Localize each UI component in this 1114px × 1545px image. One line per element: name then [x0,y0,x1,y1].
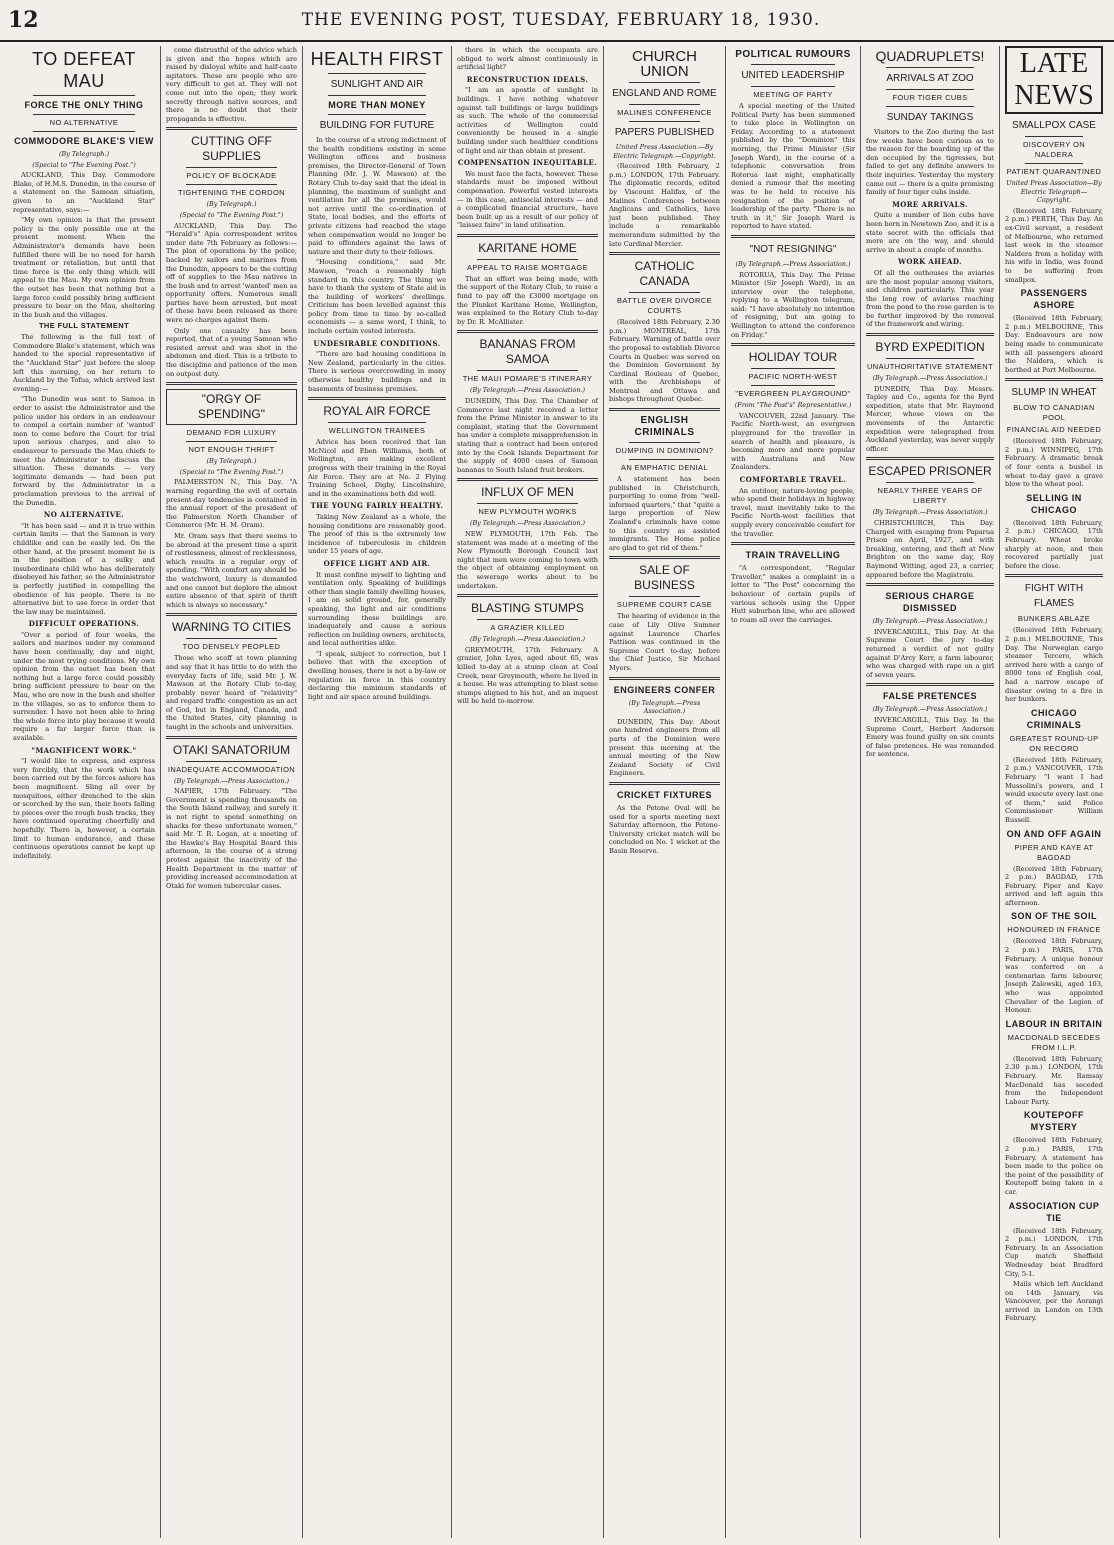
credit-line: (Special to "The Evening Post.") [32,160,136,169]
headline: BANANAS FROM SAMOA [479,337,576,367]
credit-line: (By Telegraph.—Press Association.) [872,374,988,383]
section-heading: COMPENSATION INEQUITABLE. [457,158,598,168]
credit-line: (By Telegraph.—Press Association.) [872,705,988,714]
subheadline: MORE THAN MONEY [328,100,426,110]
article-paragraph: That an effort was being made, with the support of the Rotary Club, to raise a fund to pay off the £3000 mortgage on the Plunket Karitane Home, Wellington, was explained to the Rotary Club to-day by Dr. R. McAllister. [457,274,598,326]
headline: CUTTING OFF SUPPLIES [191,134,272,164]
headline: "NOT RESIGNING" [749,243,837,255]
page-number: 12 [8,7,39,33]
column-1 [8,46,160,1538]
article-paragraph: "I speak, subject to correction, but I believe that with the exception of dwelling houses, there is not a by-law or regulation in force in this country declaring the minimum standards of light and air space around buildings. [308,649,446,701]
headline: BYRD EXPEDITION [875,340,985,355]
headline: SALE OF BUSINESS [634,563,695,593]
subheadline: ENGLAND AND ROME [612,88,717,99]
article-paragraph: DUNEDIN, This Day. About one hundred engineers from all parts of the Dominion were present this morning at the annual meeting of the New Zealand Society of Civil Engineers. [609,717,720,778]
article-paragraph: AUCKLAND, This Day. Commodore Blake, of H.M.S. Dunedin, in the course of a statement on the Samoan situation, given to an "Auckland Star" representative, says:— [13,171,155,214]
article-paragraph: (Received 18th February, 2.30 p.m.) MONTREAL, 17th February. Warning of battle over the proposal to establish Divorce Courts in Quebec was served on the Dominion Government by Cardinal Rouleau of Quebec, with the Archbishops of Montreal and Ottawa and bishops throughout Quebec. [609,318,720,404]
article-paragraph: Only one casualty has been reported, that of a young Samoan who resisted arrest and was shot in the abdomen and died. This is a tribute to the discipline and patience of the men on outpost duty. [166,326,297,378]
article-paragraph: (Received 18th February, 2.30 p.m.) LONDON, 17th February. Mr. Ramsay MacDonald has seceded from the Independent Labour Party. [1005,1054,1103,1106]
credit-line: (By Telegraph.—Press Association.) [872,508,988,517]
headline: CHURCH UNION [632,48,697,80]
credit-line: (From "The Post's" Representative.) [734,401,852,410]
headline: SELLING IN CHICAGO [1026,492,1082,515]
headline: ENGLISH CRIMINALS [634,415,695,439]
headline: LABOUR IN BRITAIN [1005,1018,1103,1029]
article-columns [8,46,1108,1538]
credit-line: (By Telegraph.) [206,200,257,209]
section-heading: THE FULL STATEMENT [38,321,130,331]
headline: INFLUX OF MEN [481,485,574,500]
article-paragraph: there in which the occupants are obliged to work almost continuously in artificial light? [457,46,598,72]
headline: ENGINEERS CONFER [613,684,716,695]
subheadline: ARRIVALS AT ZOO [886,73,974,84]
headline: HOLIDAY TOUR [748,350,838,365]
credit-line: United Press Association.—By Electric Telegraph.—Copyright. [613,143,716,160]
subheadline: BUNKERS ABLAZE [1017,614,1091,624]
subheadline: "EVERGREEN PLAYGROUND" [735,389,851,399]
article-paragraph: (Received 18th February, 2 p.m.) MELBOURNE, This Day. The Norwegian cargo steamer Tercero, which arrived here with a cargo of 8000 tons of English coal, had a narrow escape of disaster owing to a fire in her bunkers. [1005,626,1103,704]
article-paragraph: (Received 18th February, 2 p.m.) PARIS, 17th February. A statement has been made to the police on the point of the possibility of Koutepoff being taken in a car. [1005,1136,1103,1196]
article-paragraph: PALMERSTON N., This Day. "A warning regarding the evil of certain present-day tendencies is contained in the annual report of the president of the Palmerston North Chamber of Commerce (Mr. H. M. Oram). [166,478,297,530]
section-heading: NO ALTERNATIVE. [43,510,125,520]
subheadline: INADEQUATE ACCOMMODATION [167,764,296,774]
credit-line: (Special to "The Evening Post.") [179,210,284,219]
section-heading: COMFORTABLE TRAVEL. [739,475,847,484]
article-paragraph: A special meeting of the United Political Party has been summoned to take place in Wellington on Friday. According to a statement published by the "Dominion" this morning, the Prime Minister (Sir Joseph Ward), in the course of a telephonic conversation from Rotorua last night, emphatically denied a rumour that the meeting was to be held to receive his resignation of the position of leadership of the party. "There is no truth in it," Sir Joseph Ward is reported to have stated. [731,102,855,231]
subheadline: SUNLIGHT AND AIR [330,79,424,90]
article-paragraph: As the Petone Oval will be used for a sports meeting next Saturday afternoon, the Petone-University cricket match will be concluded on No. 1 wicket at the Basin Reserve. [609,803,720,855]
headline: WARNING TO CITIES [171,620,292,635]
headline: KOUTEPOFF MYSTERY [1024,1110,1084,1133]
subheadline: NO ALTERNATIVE [49,118,119,127]
subheadline: POLICY OF BLOCKADE [186,171,277,181]
article-paragraph: INVERCARGILL, This Day. In the Supreme Court, Herbert Anderson Emery was found guilty on six counts of false pretences. He was remanded for sentence. [866,715,994,759]
article-paragraph: (Received 18th February, 2 p.m.) MELBOURNE, This Day. Endeavours are now being made to communicate with all passengers aboard the Naldera, which is berthed at Port Melbourne. [1005,314,1103,374]
section-heading: DIFFICULT OPERATIONS. [28,619,140,629]
headline: SON OF THE SOIL [1010,911,1097,922]
headline: ASSOCIATION CUP TIE [1008,1200,1100,1223]
subheadline: MALINES CONFERENCE [617,108,712,117]
headline: SLUMP IN WHEAT [1011,387,1097,399]
article-paragraph: Advice has been received that Ian McNicol and Eben Williams, both of Wellington, are making excellent progress with their training in the Royal Air Force. They are at No. 2 Flying Training School, Digby, Lincolnshire, and in the examinations both did well. [308,438,446,498]
newspaper-title: THE EVENING POST, TUESDAY, FEBRUARY 18, 1930. [301,10,821,30]
article-paragraph: NEW PLYMOUTH, 17th Feb. The statement was made at a meeting of the New Plymouth Borough Council last night that men were coming to town with the object of obtaining employment on the sewerage works about to be undertaken. [457,529,598,590]
subheadline: A GRAZIER KILLED [490,623,565,633]
article-paragraph: Mails which left Auckland on 14th January, via Vancouver, per the Aorangi arrived in London on 13th February. [1005,1280,1103,1323]
article-paragraph: An outdoor, nature-loving people, who spend their holidays in highway travel, must inevitably take to the Pacific North-west facilities that supply every conceivable comfort for the traveller. [731,486,855,538]
subheadline: PAPERS PUBLISHED [614,127,715,138]
article-paragraph: Those who scoff at town planning and say that it has little to do with the everyday facts of life, said Mr. J. W. Mawson at the Rotary Club to-day, probably never heard of "relativity" and regard traffic congestion as an act of God, but in England, Canada, and the United States, city planning is taught in the schools and universities. [166,654,297,732]
subheadline: PATIENT QUARANTINED [1006,167,1102,176]
article-paragraph: DUNEDIN, This Day. Messrs. Tapley and Co., agents for the Byrd expedition, state that Mr. Raymond Mercer, whose views on the movements of the Antarctic expedition were telegraphed from Auckland yesterday, was never supply officer. [866,384,994,453]
headline: CHICAGO CRIMINALS [1026,707,1082,730]
headline: TRAIN TRAVELLING [745,550,841,561]
article-paragraph: GREYMOUTH, 17th February. A grazier, John Lyes, aged about 65, was killed to-day at a stump clean at Coal Creek, near Greymouth, where he lived in a house. He was attempting to blast some stumps aligned to his hut, and an inquest will be held to-morrow. [457,645,598,706]
subheadline: DEMAND FOR LUXURY [186,428,277,438]
credit-line: United Press Association—By Electric Telegraph—Copyright. [1006,179,1102,205]
headline: SERIOUS CHARGE DISMISSED [885,591,975,614]
subheadline: BUILDING FOR FUTURE [319,120,435,131]
section-heading: RECONSTRUCTION IDEALS. [466,74,589,84]
article-paragraph: "My own opinion is that the present policy is the only possible one at the present moment. When the Administrator's demands have been fulfilled there will be no need for harsh treatment or retaliation, but until that time force is the only thing which will appeal to the Mau. My own opinion from the outset has been that nothing but a large force could possibly bring sufficient pressure to bear on the Mau, sheltering in the bush and the villages. [13,216,155,319]
article-paragraph: It must confine myself to lighting and ventilation only. Speaking of buildings other than single family dwelling houses, I am on solid ground, for, generally speaking, the light and air conditions surrounding these buildings are inadequately and cause a serious reflection on building owners, architects, and local authorities alike. [308,570,447,648]
article-paragraph: "I am an apostle of sunlight in buildings. I have nothing whatever against tall buildings or large buildings as such. The whole of the commercial activities of Wellington could conveniently be housed in a single building under such healthier conditions of light and air than obtain at present. [457,86,598,155]
article-paragraph: The following is the full text of Commodore Blake's statement, which was handed to the special representative of the "Auckland Star" just before the sloop left this morning, on her return to Auckland by the Tofua, which arrived last evening:— [13,333,155,393]
subheadline: FINANCIAL AID NEEDED [1006,425,1102,435]
article-paragraph: INVERCARGILL, This Day. At the Supreme Court the jury to-day returned a verdict of not guilty against D'Arcy Kerr, a farm labourer, who was charged with rape on a girl of seven years. [866,627,994,679]
headline: PASSENGERS ASHORE [1020,288,1088,311]
subheadline: HONOURED IN FRANCE [1007,925,1101,935]
headline: "ORGY OF SPENDING" [166,389,297,425]
headline: ESCAPED PRISONER [868,464,992,479]
article-paragraph: ROTORUA, This Day. The Prime Minister (Sir Joseph Ward), in an interview over the telephone, replying to a Wellington telegram, said: "I have absolutely no intention of resigning, but am going to Wellington to attend the conference on Friday." [731,270,855,339]
article-paragraph: (Received 18th February, 2 p.m.) WINNIPEG, 17th February. A dramatic break of four cents a bushel in wheat to-day gave a grave blow to the wheat pool. [1005,437,1103,489]
section-heading: "MAGNIFICENT WORK." [31,745,137,755]
credit-line: (By Telegraph.—Press Association.) [469,635,586,644]
subheadline: SUNDAY TAKINGS [886,112,974,123]
subheadline: PACIFIC NORTH-WEST [748,372,838,382]
headline: BLASTING STUMPS [471,601,584,616]
subheadline: NEARLY THREE YEARS OF LIBERTY [877,486,983,506]
article-paragraph: (Received 18th February, 2 p.m.) BAGDAD, 17th February. Piper and Kaye arrived and left again this afternoon. [1005,864,1103,907]
credit-line: (By Telegraph.—Press Association.) [872,617,988,626]
headline: CRICKET FIXTURES [616,789,712,800]
article-paragraph: Visitors to the Zoo during the last few weeks have been curious as to the reason for the boarding up of the den occupied by the tigresses, but failed to get any definite answers to their inquiries. Yesterday the mystery came out — there is a quite promising family of four tiger cubs inside. [866,128,994,197]
credit-line: (By Telegraph.—Press Association.) [469,519,586,528]
subheadline: GREATEST ROUND-UP ON RECORD [1009,733,1099,753]
article-paragraph: (Received 18th February, 2 p.m.) CHICAGO, 17th February. Wheat broke sharply at noon, and then recovered partially just before the close. [1005,518,1103,570]
credit-line: (By Telegraph.—Press Association.) [173,776,290,785]
subheadline: PIPER AND KAYE AT BAGDAD [1014,842,1094,862]
credit-line: (By Telegraph.—Press Association.) [628,698,701,716]
subheadline: SUPREME COURT CASE [616,600,713,610]
masthead [0,0,1114,42]
article-paragraph: "Housing conditions," said Mr. Mawson, "reach a reasonably high standard in this country. The thing we have to thank the system of State aid in the building of workers' dwellings. Criticism has been levelled against this policy from time to time by so-called economists — a same word, I think, to include certain vested interests. [308,258,446,336]
section-heading: OFFICE LIGHT AND AIR. [323,558,431,568]
column-6 [725,46,860,1538]
subheadline: FORCE THE ONLY THING [24,100,144,110]
credit-line: (By Telegraph.—Press Association.) [469,386,586,395]
column-5 [603,46,725,1538]
headline: TO DEFEAT MAU [32,49,136,91]
headline: OTAKI SANATORIUM [172,742,291,757]
article-paragraph: (Received 18th February, 2 p.m.) LONDON, 17th February. In an Association Cup match Sheffield Wednesday beat Bradford City, 5-1. [1005,1226,1103,1278]
section-heading: UNDESIRABLE CONDITIONS. [313,338,441,348]
article-paragraph: (Received 18th February, 2 p.m.) PERTH, This Day. An ex-Civil servant, a resident of Melbourne, who returned last week in the steamer Naldera from a holiday with his wife in India, was found to be suffering from smallpox. [1005,206,1103,284]
column-8 [999,46,1108,1538]
article-paragraph: Of all the outhouses the aviaries are the most popular among visitors, and children particularly. This year the long row of aviaries reaching from the pond to the rose garden is to be further improved by the removal of the framework and wiring. [866,268,994,329]
subheadline: BATTLE OVER DIVORCE COURTS [617,296,712,316]
headline: POLITICAL RUMOURS [735,49,851,60]
article-paragraph: In the course of a strong indictment of the health conditions existing in some Wellington offices and business premises, the Director-General of Town Planning (Mr. J. W. Mawson) at the Rotary Club to-day said that the ideal in planning, the maximum of sunlight and ventilation for all the premises, would not arrive until the co-ordination of State, local bodies, and the efforts of private citizens had reached the stage when compensation would no longer be paid to offenders against the laws of nature and their duty to their fellows. [308,136,446,256]
article-paragraph: "There are bad housing conditions in New Zealand, particularly in the cities. There is serious overcrowding in many otherwise healthy buildings and in basements of business premises. [308,350,446,393]
headline: ON AND OFF AGAIN [1006,828,1102,839]
section-heading: THE YOUNG FAIRLY HEALTHY. [310,501,444,511]
subheadline: NEW PLYMOUTH WORKS [478,507,577,517]
headline: HEALTH FIRST [310,49,444,69]
article-paragraph: VANCOUVER, 22nd January. The Pacific North-west, an evergreen playground for the traveller in search of health and pleasure, is becoming more and more popular with Australians and New Zealanders. [731,411,855,472]
article-paragraph: AUCKLAND, This Day. The "Herald's" Apia correspondent writes under date 7th February as follows:— The plan of operations by the police, backed by sailors and marines from the Dunedin, appears to be the cutting off of supplies to the Mau natives in the bush and to arrest 'wanted' men as opportunity offers. Numerous small parties have been arrested, but most of these have been released as there were no charges against them. [166,221,297,325]
article-paragraph: The hearing of evidence in the case of Lily Olive Sumner against Laurence Charles Pattison was continued in the Supreme Court to-day, before the Chief Justice, Sir Michael Myers. [609,612,720,672]
article-paragraph: NAPIER, 17th February. "The Government is spending thousands on the South Island railway, and surely it is not right to spend something on shacks for these unfortunate women," said Mr. T. R. Logan, at a meeting of the Hawke's Bay Hospital Board this afternoon, in the course of a strong protest against the inactivity of the Health Department in the matter of providing increased accommodation at Otaki for women tubercular cases. [166,787,297,890]
column-3 [302,46,451,1538]
subheadline: MEETING OF PARTY [753,90,833,99]
credit-line: (Special to "The Evening Post.") [179,467,284,476]
late-news-banner: LATE NEWS [1005,46,1103,114]
article-paragraph: (Received 18th February, 2 p.m.) LONDON, 17th February. The diplomatic records, edited by Viscount Halifax, of the Malines Conferences between Anglicans and Catholics, have just been published. They include a remarkable memorandum submitted by the late Cardinal Mercier. [609,162,720,248]
column-2 [160,46,302,1538]
headline: QUADRUPLETS! [875,48,985,64]
article-paragraph: CHRISTCHURCH, This Day. Charged with escaping from Paparua Prison on April, 1927, and with breaking, entering, and theft at New Brighton on the same day, Roy Raymond Witting, aged 23, a carrier, appeared before the Magistrate. [866,519,994,579]
article-paragraph: come distrustful of the advice which is given and the hopes which are raised by disloyal white and half-caste agitators. These are people who are very difficult to get at. They will not come out into the open; they work secretly through native sources, and there is no doubt that their propaganda is effective. [166,46,297,123]
article-paragraph: Mr. Oram says that there seems to be abroad at the present time a spirit of restlessness, almost of recklessness, which results in a regular orgy of spending. "With comfort any should be the watchword, luxury is demanded and one cannot but deplore the almost entire absence of that spirit of thrift which is always so necessary." [166,531,297,609]
headline: ROYAL AIR FORCE [323,404,431,419]
subheadline: MACDONALD SECEDES FROM I.L.P. [1007,1032,1101,1052]
article-paragraph: DUNEDIN, This Day. The Chamber of Commerce last night received a letter from the Prime Minister in answer to its complaint, stating that the Government has under a complete misapprehension in stating that a contract had been entered into by the Cook Islands Department for the supply of 4000 cases of Samoan bananas to South Island fruit brokers. [457,397,598,474]
article-paragraph: "I would like to express, and express very forcibly, that the work which has been carried out by the forces ashore has been magnificent. Sling all over by mosquitoes, either drenched to the skin or scorched by the sun, their boots falling to pieces over the rough bush tracks, they have continued operating cheerfully and hopefully. There is, however, a certain limit to human endurance, and these continuous operations cannot be kept up indefinitely. [13,757,155,860]
subheadline: DUMPING IN DOMINION? [615,446,714,456]
article-paragraph: Taking New Zealand as a whole, the housing conditions are reasonably good. The proof of this is the extremely low incidence of tuberculosis in children under 15 years of age. [308,512,446,556]
subheadline: TIGHTENING THE CORDON [177,188,285,198]
column-7 [860,46,999,1538]
credit-line: (By Telegraph.—Press Association.) [735,259,851,268]
article-paragraph: "Over a period of four weeks, the sailors and marines under my command have been continually, day and night, under the most trying conditions. My own opinion from the outset has been that nothing but a large force could possibly bring sufficient pressure to bear on the Mau, who are now in the bush and shelter in the villages, so as to enforce them to surrender. I have not been able to bring the whole force into play because it would require a far larger force than is available. [13,630,155,742]
section-heading: MORE ARRIVALS. [892,199,968,209]
subheadline: THE MAUI POMARE'S ITINERARY [462,374,593,384]
headline: KARITANE HOME [478,240,577,255]
subheadline: APPEAL TO RAISE MORTGAGE [466,262,589,272]
subheadline: AN EMPHATIC DENIAL [620,463,709,473]
subheadline: WELLINGTON TRAINEES [328,426,426,436]
subheadline: FOUR TIGER CUBS [892,93,968,102]
subheadline: UNAUTHORITATIVE STATEMENT [866,362,994,372]
credit-line: (By Telegraph.) [206,457,257,466]
credit-line: (By Telegraph.) [59,150,109,158]
headline: CATHOLIC CANADA [634,259,695,289]
headline: SMALLPOX CASE [1012,120,1096,131]
headline: FALSE PRETENCES [882,691,977,702]
article-paragraph: Quite a number of lion cubs have been born in Newtown Zoo, and it is a state secret with the officials that more are on the way, and should arrive in about a couple of months. [866,211,995,254]
subheadline: UNITED LEADERSHIP [741,70,845,81]
subheadline: DISCOVERY ON NALDERA [1022,140,1086,159]
article-paragraph: We must face the facts, however. These standards must be imposed without compensation. Powerful vested interests — in this case, antisocial interests — and a complicated financial structure, have been built up as a result of our policy of "laissez faire" in land utilisation. [457,169,598,230]
article-paragraph: "A correspondent, "Regular Traveller," makes a complaint in a letter to "The Post" concerning the behaviour of certain pupils of various schools using the Upper Hutt suburban line, who are allowed to roam all over the carriages. [731,564,855,624]
column-4 [451,46,603,1538]
subheadline: NOT ENOUGH THRIFT [188,445,275,455]
subheadline: TOO DENSELY PEOPLED [182,642,281,652]
article-paragraph: "It has been said — and it is true within certain limits — that the Samoan is very childlike and can be easily led. On the other hand, at the present moment he is in the position of a sulky and insubordinate child who has deliberately disobeyed his father, so the Administrator is perfectly justified in compelling the obedience of his people. There is no alternative but to use force in order that the law may be maintained. [13,521,155,616]
article-paragraph: (Received 18th February, 2 p.m.) VANCOUVER, 17th February. "I want I had Mussolini's powers, and I would execute every last one of them," said Police Commissioner William Russell. [1005,755,1103,824]
subheadline: BLOW TO CANADIAN POOL [1013,403,1095,423]
article-paragraph: "The Dunedin was sent to Samoa in order to assist the Administrator and the police under his orders in an endeavour to compel a certain number of 'wanted' men to come before the Court for trial upon serious charges, and also to endeavour to persuade the Mau chiefs to meet the Administrator to discuss the situation. These demands — very legitimate demands — had been put forward by the Administrator in a proclamation previous to the arrival of the Dunedin. [13,395,155,507]
headline: FIGHT WITH FLAMES [1024,583,1084,610]
article-paragraph: (Received 18th February, 2 p.m.) PARIS, 17th February. A unique honour was conferred on a centenarian farm labourer, Joseph Zalewski, aged 103, who was appointed Chevalier of the Legion of Honour. [1005,937,1103,1015]
article-paragraph: A statement has been published in Christchurch, purporting to come from "well-informed quarters," that "quite a large proportion of New Zealand's criminals have come to this country as assisted immigrants. The Home police are glad to get rid of them." [609,475,720,552]
subheadline: COMMODORE BLAKE'S VIEW [14,136,154,146]
section-heading: WORK AHEAD. [898,257,962,267]
